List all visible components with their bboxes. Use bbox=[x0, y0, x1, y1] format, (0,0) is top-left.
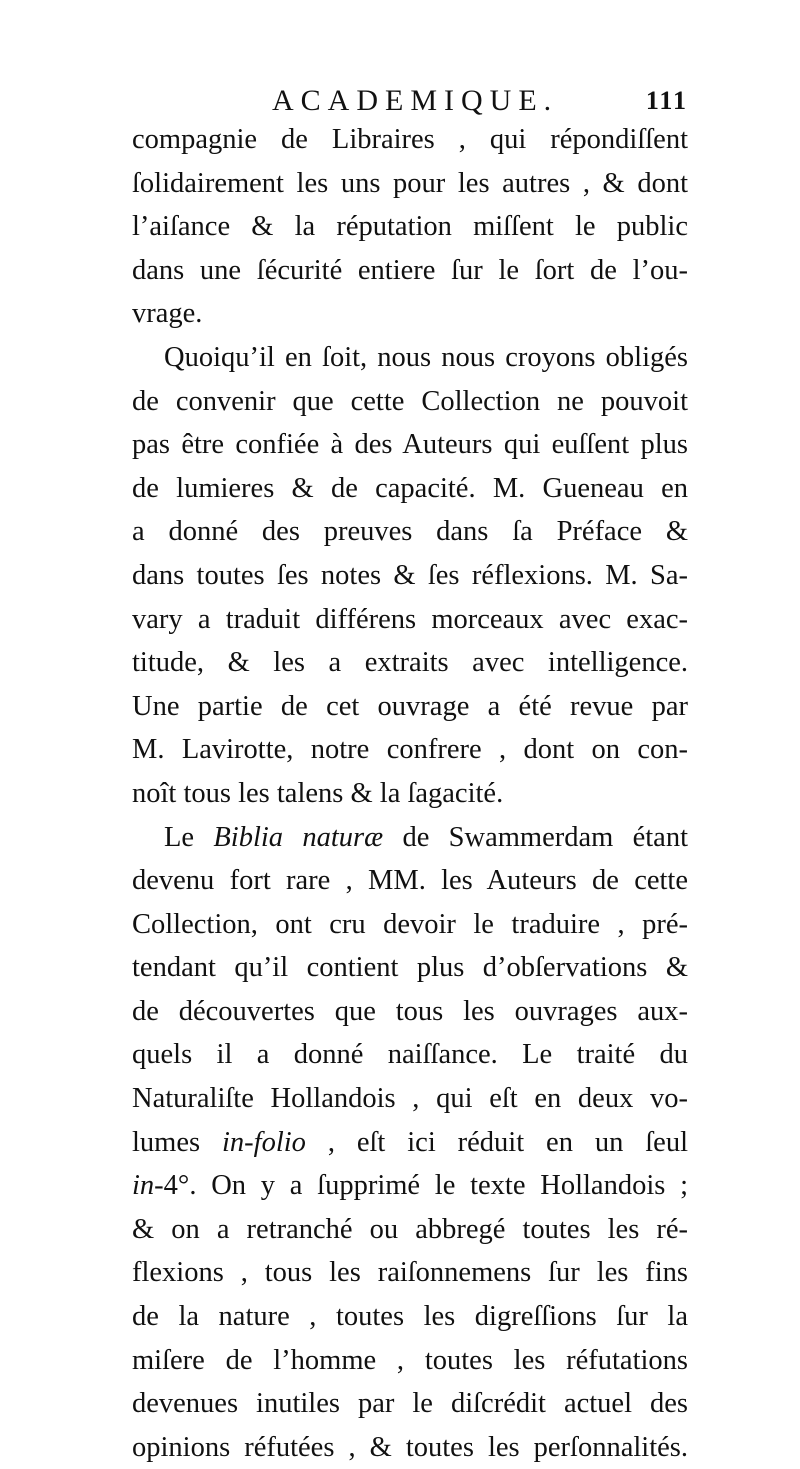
text-line: dans une ſécurité entiere ſur le ſort de l’ou- bbox=[132, 254, 688, 286]
text-line: titude, & les a extraits avec intelligence. bbox=[132, 647, 688, 679]
text-line: de la nature , toutes les digreſſions ſur la bbox=[132, 1301, 688, 1333]
text-line: Naturaliſte Hollandois , qui eſt en deux vo- bbox=[132, 1083, 688, 1115]
text-line: compagnie de Libraires , qui répondiſſent bbox=[132, 124, 688, 155]
page-number: 111 bbox=[645, 86, 688, 115]
text-line: vrage. bbox=[132, 298, 203, 330]
italic-format: in- bbox=[132, 1170, 164, 1202]
text-line: dans toutes ſes notes & ſes réflexions. M. Sa- bbox=[132, 559, 688, 591]
text-line: & on a retranché ou abbregé toutes les ré- bbox=[132, 1213, 688, 1245]
text-line: devenu fort rare , MM. les Auteurs de cette bbox=[132, 865, 688, 897]
text-line: pas être confiée à des Auteurs qui euſſent plus bbox=[132, 429, 688, 461]
text-line: Une partie de cet ouvrage a été revue par bbox=[132, 690, 688, 722]
text-line: tendant qu’il contient plus d’obſervations & bbox=[132, 952, 688, 984]
text-segment: 4°. On y a ſupprimé le texte Hollandois ; bbox=[163, 1170, 688, 1202]
text-line: Collection, ont cru devoir le traduire , pré- bbox=[132, 908, 688, 940]
text-line bbox=[132, 1121, 688, 1165]
text-line: flexions , tous les raiſonnemens ſur les fins bbox=[132, 1257, 688, 1289]
text-line: de découvertes que tous les ouvrages aux- bbox=[132, 995, 688, 1027]
body-text bbox=[132, 118, 688, 1469]
text-line: quels il a donné naiſſance. Le traité du bbox=[132, 1039, 688, 1071]
text-line: ſolidairement les uns pour les autres , & dont bbox=[132, 167, 688, 199]
running-title: ACADEMIQUE. bbox=[272, 84, 559, 117]
text-line: M. Lavirotte, notre confrere , dont on con- bbox=[132, 734, 688, 766]
text-line bbox=[132, 816, 688, 860]
text-line: miſere de l’homme , toutes les réfutations bbox=[132, 1344, 688, 1376]
text-line: vary a traduit différens morceaux avec exac- bbox=[132, 603, 688, 635]
text-line: de lumieres & de capacité. M. Gueneau en bbox=[132, 472, 688, 504]
text-line: devenues inutiles par le diſcrédit actuel des bbox=[132, 1388, 688, 1420]
text-line bbox=[132, 1164, 688, 1208]
text-line: noît tous les talens & la ſagacité. bbox=[132, 777, 504, 809]
italic-format: in-folio bbox=[222, 1126, 306, 1158]
text-line: opinions réfutées , & toutes les perſonnalités. bbox=[132, 1431, 688, 1463]
text-line: a donné des preuves dans ſa Préface & bbox=[132, 516, 688, 548]
text-segment: lumes bbox=[132, 1126, 222, 1158]
text-segment: , eſt ici réduit en un ſeul bbox=[305, 1126, 688, 1158]
text-line: Quoiqu’il en ſoit, nous nous croyons obligés bbox=[164, 341, 688, 373]
text-line: l’aiſance & la réputation miſſent le public bbox=[132, 211, 688, 243]
text-segment: de Swammerdam étant bbox=[383, 821, 688, 853]
text-line: de convenir que cette Collection ne pouvoit bbox=[132, 385, 688, 417]
text-segment: Le bbox=[164, 821, 214, 853]
italic-title: Biblia naturæ bbox=[213, 821, 384, 853]
